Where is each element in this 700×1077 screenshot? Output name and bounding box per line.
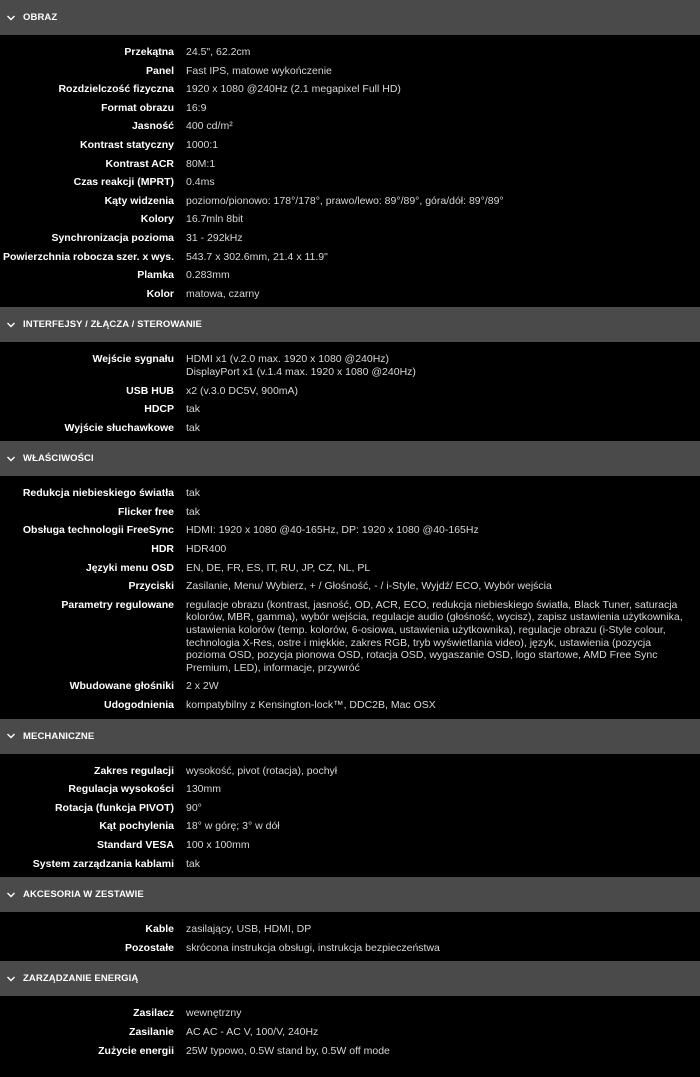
spec-value: 400 cd/m² [186,120,233,133]
spec-label: Udogodnienia [104,699,174,711]
spec-row [0,248,700,267]
spec-label: Obsługa technologii FreeSync [22,524,174,537]
spec-row [0,799,700,818]
spec-row [0,43,700,62]
section-title: AKCESORIA W ZESTAWIE [23,889,144,901]
spec-value: 0.283mm [186,269,230,282]
section-header[interactable] [0,877,700,912]
spec-label: Kąt pochylenia [99,820,174,833]
chevron-down-icon [6,731,16,741]
spec-value: AC AC - AC V, 100/V, 240Hz [186,1025,319,1038]
spec-value: 1920 x 1080 @240Hz (2.1 megapixel Full HD) [186,83,401,96]
section-body [0,476,700,718]
spec-value: Fast IPS, matowe wykończenie [186,64,332,77]
spec-row [0,677,700,696]
spec-value: 2 x 2W [186,680,219,693]
spec-row [0,80,700,99]
spec-value: 31 - 292kHz [186,231,243,244]
spec-label: Rozdzielczość fizyczna [58,83,174,96]
spec-value: 0.4ms [186,176,215,189]
spec-row [0,596,700,678]
spec-label: Kolor [146,287,174,300]
section-header[interactable] [0,0,700,35]
spec-row [0,419,700,438]
section-body [0,912,700,961]
spec-value: kompatybilny z Kensington-lock™, DDC2B, Mac OSX [186,699,436,711]
spec-label: HDR [151,543,174,556]
spec-row [0,266,700,285]
spec-row [0,1042,700,1061]
spec-row [0,780,700,799]
spec-value: 130mm [186,783,222,796]
spec-value: 25W typowo, 0.5W stand by, 0.5W off mode [186,1044,390,1057]
spec-label: System zarządzania kablami [32,857,174,870]
spec-label: Wbudowane głośniki [69,680,174,693]
spec-value: skrócona instrukcja obsługi, instrukcja bezpieczeństwa [186,941,440,954]
spec-label: Przekątna [124,46,174,58]
spec-row [0,817,700,836]
spec-label: Plamka [137,269,174,282]
spec-label: Zużycie energii [98,1044,174,1057]
spec-label: Czas reakcji (MPRT) [73,176,174,189]
spec-row [0,99,700,118]
spec-label: USB HUB [126,384,174,397]
spec-row [0,521,700,540]
spec-label: Parametry regulowane [61,598,174,611]
section-title: WŁAŚCIWOŚCI [23,453,94,465]
section-body [0,342,700,441]
spec-label: Synchronizacja pozioma [51,231,174,244]
spec-value: HDMI: 1920 x 1080 @40-165Hz, DP: 1920 x 1080 @40-165Hz [186,524,479,537]
spec-label: Regulacja wysokości [68,783,174,796]
spec-row [0,855,700,874]
spec-label: Kable [145,923,174,936]
section-body [0,754,700,878]
spec-label: Kontrast ACR [105,157,174,170]
spec-row [0,210,700,229]
spec-label: Format obrazu [101,101,174,114]
chevron-down-icon [6,890,16,900]
spec-label: Jasność [131,120,174,133]
spec-value: tak [186,403,201,416]
chevron-down-icon [6,13,16,23]
spec-label: Kontrast statyczny [80,138,174,151]
spec-value: tak [186,505,201,518]
spec-value: HDR400 [186,543,227,556]
spec-row [0,836,700,855]
spec-label: Zasilacz [133,1007,174,1020]
spec-label: Zasilanie [129,1025,174,1038]
spec-row [0,559,700,578]
spec-label: Wyjście słuchawkowe [64,421,174,434]
section-title: OBRAZ [23,12,58,23]
spec-value: Zasilanie, Menu/ Wybierz, + / Głośność, - / i-Style, Wyjdź/ ECO, Wybór wejścia [186,580,552,593]
spec-row [0,136,700,155]
chevron-down-icon [6,320,16,330]
spec-label: Kolory [140,213,174,226]
spec-row [0,577,700,596]
spec-label: Redukcja niebieskiego światła [22,487,174,500]
spec-value: 1000:1 [186,138,219,151]
spec-value: HDMI x1 (v.2.0 max. 1920 x 1080 @240Hz) DisplayPort x1 (v.1.4 max. 1920 x 1080 @240Hz) [186,353,416,378]
spec-value: tak [186,857,201,870]
spec-row [0,1023,700,1042]
spec-value: 18° w górę; 3° w dół [186,820,280,833]
spec-value: EN, DE, FR, ES, IT, RU, JP, CZ, NL, PL [186,561,371,574]
spec-value: 16.7mln 8bit [186,213,244,226]
spec-value: tak [186,487,201,500]
spec-value: 100 x 100mm [186,838,250,851]
spec-value: poziomo/pionowo: 178°/178°, prawo/lewo: 89°/89°, góra/dół: 89°/89° [186,194,504,207]
spec-row [0,762,700,781]
section-title: MECHANICZNE [23,730,95,742]
spec-value: 80M:1 [186,157,216,170]
spec-value: tak [186,421,201,434]
spec-value: zasilający, USB, HDMI, DP [186,923,312,936]
spec-label: Przyciski [128,580,174,593]
spec-label: Rotacja (funkcja PIVOT) [54,801,174,814]
spec-value: 24.5", 62.2cm [186,46,251,58]
spec-row [0,117,700,136]
spec-row [0,155,700,174]
spec-row [0,173,700,192]
section-header[interactable] [0,719,700,754]
spec-label: Pozostałe [124,941,174,954]
chevron-down-icon [6,454,16,464]
spec-row [0,1004,700,1023]
section-title: ZARZĄDZANIE ENERGIĄ [23,973,139,985]
spec-row [0,382,700,401]
spec-label: HDCP [144,403,174,416]
spec-row [0,939,700,958]
spec-row [0,540,700,559]
section-header[interactable] [0,441,700,476]
spec-row [0,484,700,503]
spec-row [0,920,700,939]
spec-row [0,350,700,381]
spec-label: Kąty widzenia [104,194,174,207]
section-body [0,35,700,307]
spec-label: Zakres regulacji [94,764,174,777]
spec-row [0,503,700,522]
spec-value: wewnętrzny [186,1007,242,1020]
spec-label: Panel [145,64,174,77]
spec-label: Wejście sygnału [92,353,174,366]
spec-value: 16:9 [186,101,207,114]
section-body [0,996,700,1064]
chevron-down-icon [6,974,16,984]
spec-value: wysokość, pivot (rotacja), pochył [186,764,338,777]
spec-value: x2 (v.3.0 DC5V, 900mA) [186,384,299,397]
spec-value: 543.7 x 302.6mm, 21.4 x 11.9" [186,250,328,263]
spec-row [0,229,700,248]
section-header[interactable] [0,961,700,996]
spec-row [0,696,700,715]
spec-value: matowa, czarny [186,287,260,300]
spec-row [0,285,700,304]
spec-value: regulacje obrazu (kontrast, jasność, OD, ACR, ECO, redukcja niebieskiego światła, Black Tuner, saturacja kolorów, MBR, gamma), wybór wejścia, regulacje audio (głośność, wycisz), zapisz ustawienia użytkownika, ustawienia kolorów (temp. kolorów, 6-osiowa, ustawienia użytkownika), regulacje obrazu (i-Style colour, technologia X-Res, ostre i miękkie, zakres RGB, tryb wyświetlania video), język, ustawienia (pozycja pozioma OSD, pozycja pionowa OSD, rotacja OSD, wygaszanie OSD, logo startowe, AMD Free Sync Premium, LED), informacje, przywróć [186,598,683,674]
spec-value: 90° [186,801,202,814]
spec-row [0,400,700,419]
spec-row [0,62,700,81]
spec-label: Flicker free [117,505,174,518]
spec-row [0,192,700,211]
spec-label: Standard VESA [96,838,174,851]
spec-label: Języki menu OSD [85,561,174,574]
spec-label: Powierzchnia robocza szer. x wys. [3,250,174,263]
section-header[interactable] [0,307,700,342]
section-title: INTERFEJSY / ZŁĄCZA / STEROWANIE [23,319,202,331]
